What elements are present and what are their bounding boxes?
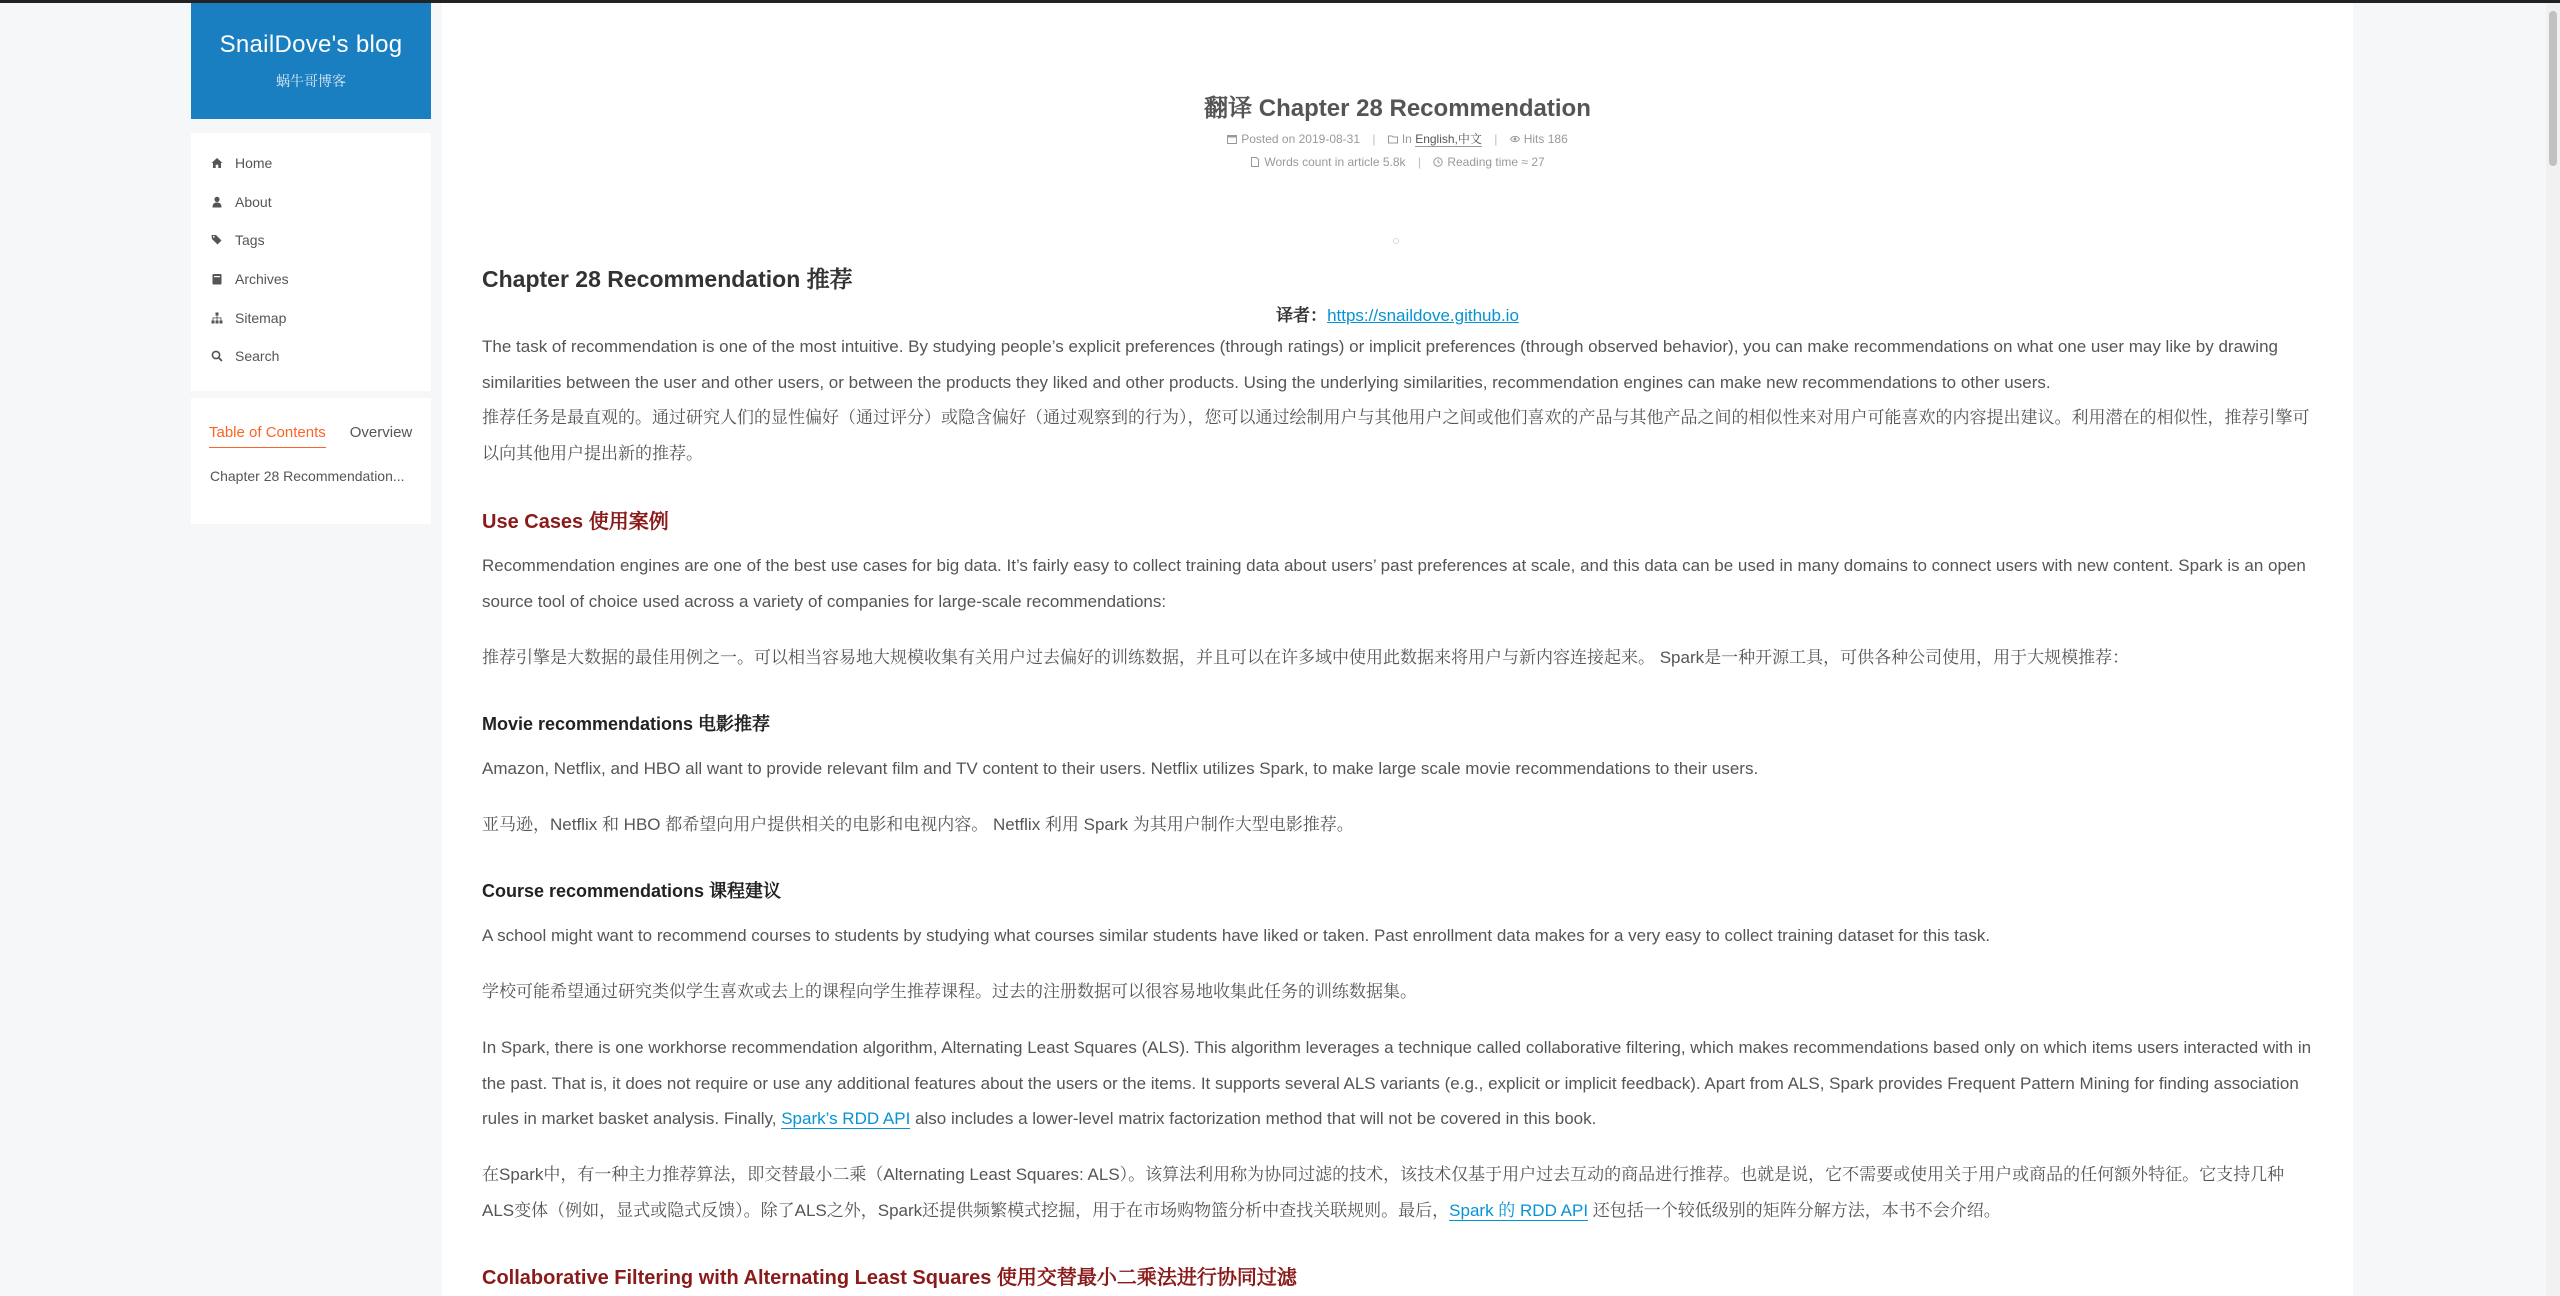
tab-table-of-contents[interactable]: Table of Contents — [209, 424, 326, 448]
calendar-icon — [1227, 134, 1237, 144]
translator-link[interactable]: https://snaildove.github.io — [1327, 306, 1519, 325]
paragraph-use-cases-en: Recommendation engines are one of the best use cases for big data. It’s fairly easy to collect training data about users’ past preferences at scale, and this data can be used in many domains to connect users with new content. Spark is an open source tool of choice used across a variety of companies for large-scale recommendations: — [482, 556, 2306, 611]
post-meta-line-1 — [442, 130, 2353, 147]
toc-panel — [191, 398, 431, 524]
archive-icon — [211, 273, 235, 285]
file-icon — [1250, 157, 1260, 167]
hits-label: Hits — [1523, 132, 1545, 146]
paragraph-spark-als-zh — [482, 1157, 2313, 1228]
folder-icon — [1388, 134, 1398, 144]
paragraph-movie-zh: 亚马逊，Netflix 和 HBO 都希望向用户提供相关的电影和电视内容。 Netflix 利用 Spark 为其用户制作大型电影推荐。 — [482, 815, 1354, 834]
heading-course-recommendations: Course recommendations 课程建议 — [482, 881, 782, 901]
tags-icon — [211, 234, 235, 246]
spark-als-en-text-b: also includes a lower-level matrix factorization method that will not be covered in this book. — [915, 1109, 1597, 1128]
post-main — [442, 3, 2353, 1296]
site-subtitle: 蜗牛哥博客 — [276, 73, 346, 89]
meta-divider: | — [1494, 132, 1498, 146]
toc-tabs — [191, 398, 431, 448]
post-title: 翻译 Chapter 28 Recommendation — [1204, 95, 1591, 122]
heading-collaborative-filtering: Collaborative Filtering with Alternating Least Squares 使用交替最小二乘法进行协同过滤 — [482, 1267, 1297, 1289]
words-label: Words count in article — [1264, 155, 1380, 169]
menu-label-archives: Archives — [235, 271, 289, 288]
paragraph-course-en: A school might want to recommend courses to students by studying what courses similar students have liked or taken. Past enrollment data makes for a very easy to collect training dataset for this task. — [482, 926, 1991, 945]
meta-divider: | — [1417, 155, 1421, 169]
menu-item-search[interactable] — [191, 337, 431, 376]
clock-icon — [1433, 157, 1443, 167]
sidebar-menu — [191, 133, 431, 391]
post-date: 2019-08-31 — [1298, 132, 1361, 146]
paragraph-movie-en: Amazon, Netflix, and HBO all want to provide relevant film and TV content to their users. Netflix utilizes Spark, to make large scale movie recommendations to their users. — [482, 759, 1759, 778]
eye-icon — [1510, 134, 1520, 144]
scrollbar-thumb[interactable] — [2549, 11, 2557, 166]
paragraph-intro-zh: 推荐任务是最直观的。通过研究人们的显性偏好（通过评分）或隐含偏好（通过观察到的行为），您可以通过绘制用户与其他用户之间或他们喜欢的产品与其他产品之间的相似性来对用户可能喜欢的内容提出建议。利用潜在的相似性，推荐引擎可以向其他用户提出新的推荐。 — [482, 408, 2310, 463]
paragraph-course-zh: 学校可能希望通过研究类似学生喜欢或去上的课程向学生推荐课程。过去的注册数据可以很容易地收集此任务的训练数据集。 — [482, 982, 1417, 1001]
translator-line — [482, 301, 2313, 326]
menu-label-tags: Tags — [235, 232, 265, 249]
spark-rdd-api-link[interactable]: Spark’s RDD API — [781, 1109, 911, 1128]
menu-item-archives[interactable] — [191, 260, 431, 299]
paragraph-intro-en: The task of recommendation is one of the most intuitive. By studying people’s explicit preferences (through ratings) or implicit preferences (through observed behavior), you can make recommendations on what one user may like by drawing similarities between the user and other users, or between the products they liked and other products. Using the underlying similarities, recommendation engines can make new recommendations to other users. — [482, 337, 2278, 392]
in-label: In — [1401, 132, 1412, 146]
category-link[interactable]: English,中文 — [1415, 132, 1482, 146]
spark-rdd-api-zh-link[interactable]: Spark 的 RDD API — [1449, 1200, 1589, 1220]
translator-label: 译者： — [1276, 306, 1328, 325]
menu-item-sitemap[interactable] — [191, 298, 431, 337]
post-meta-line-2 — [442, 155, 2353, 169]
article-heading: Chapter 28 Recommendation 推荐 — [482, 266, 853, 292]
meta-divider: | — [1372, 132, 1376, 146]
reading-label: Reading time ≈ — [1447, 155, 1528, 169]
menu-item-about[interactable] — [191, 183, 431, 222]
words-count: 5.8k — [1382, 155, 1406, 169]
site-title[interactable]: SnailDove's blog — [219, 31, 403, 58]
user-icon — [211, 196, 235, 208]
tab-overview[interactable]: Overview — [349, 424, 413, 441]
menu-label-search: Search — [235, 348, 280, 365]
heading-use-cases: Use Cases 使用案例 — [482, 511, 669, 533]
reading-time: 27 — [1531, 155, 1545, 169]
loading-dot — [1393, 238, 1399, 244]
spark-als-zh-text-b: 还包括一个较低级别的矩阵分解方法，本书不会介绍。 — [1592, 1200, 2001, 1220]
search-icon — [211, 350, 235, 362]
hits-count: 186 — [1547, 132, 1568, 146]
menu-item-tags[interactable] — [191, 221, 431, 260]
toc-entry[interactable]: Chapter 28 Recommendation... — [210, 468, 405, 484]
spark-als-zh-text-a: 在Spark中，有一种主力推荐算法，即交替最小二乘（Alternating Least Squares: ALS）。该算法利用称为协同过滤的技术，该技术仅基于用户过去互动的商品进行推荐。也就是说，它不需要或使用关于用户或商品的任何额外特征。它支持几种ALS变体（例如，显式或隐式反馈）。除了ALS之外，Spark还提供频繁模式挖掘，用于在市场购物篮分析中查找关联规则。最后， — [482, 1165, 2285, 1220]
page-scrollbar[interactable] — [2546, 3, 2560, 1296]
menu-label-sitemap: Sitemap — [235, 309, 287, 326]
paragraph-use-cases-zh: 推荐引擎是大数据的最佳用例之一。可以相当容易地大规模收集有关用户过去偏好的训练数据，并且可以在许多域中使用此数据来将用户与新内容连接起来。 Spark是一种开源工具，可供各种公司使用，用于大规模推荐： — [482, 648, 2130, 667]
site-brand[interactable] — [191, 3, 431, 119]
posted-label: Posted on — [1241, 132, 1296, 146]
home-icon — [211, 157, 235, 169]
spark-als-en-text-a: In Spark, there is one workhorse recommendation algorithm, Alternating Least Squares (ALS). This algorithm leverages a technique called collaborative filtering, which makes recommendations based only on which items users interacted with in the past. That is, it does not require or use any additional features about the users or the items. It supports several ALS variants (e.g., explicit or implicit feedback). Apart from ALS, Spark provides Frequent Pattern Mining for finding association rules in market basket analysis. Finally, — [482, 1038, 2312, 1128]
paragraph-spark-als-en — [482, 1030, 2313, 1137]
menu-item-home[interactable] — [191, 144, 431, 183]
menu-label-home: Home — [235, 155, 273, 172]
sitemap-icon — [211, 312, 235, 324]
menu-label-about: About — [235, 193, 272, 210]
heading-movie-recommendations: Movie recommendations 电影推荐 — [482, 714, 771, 734]
